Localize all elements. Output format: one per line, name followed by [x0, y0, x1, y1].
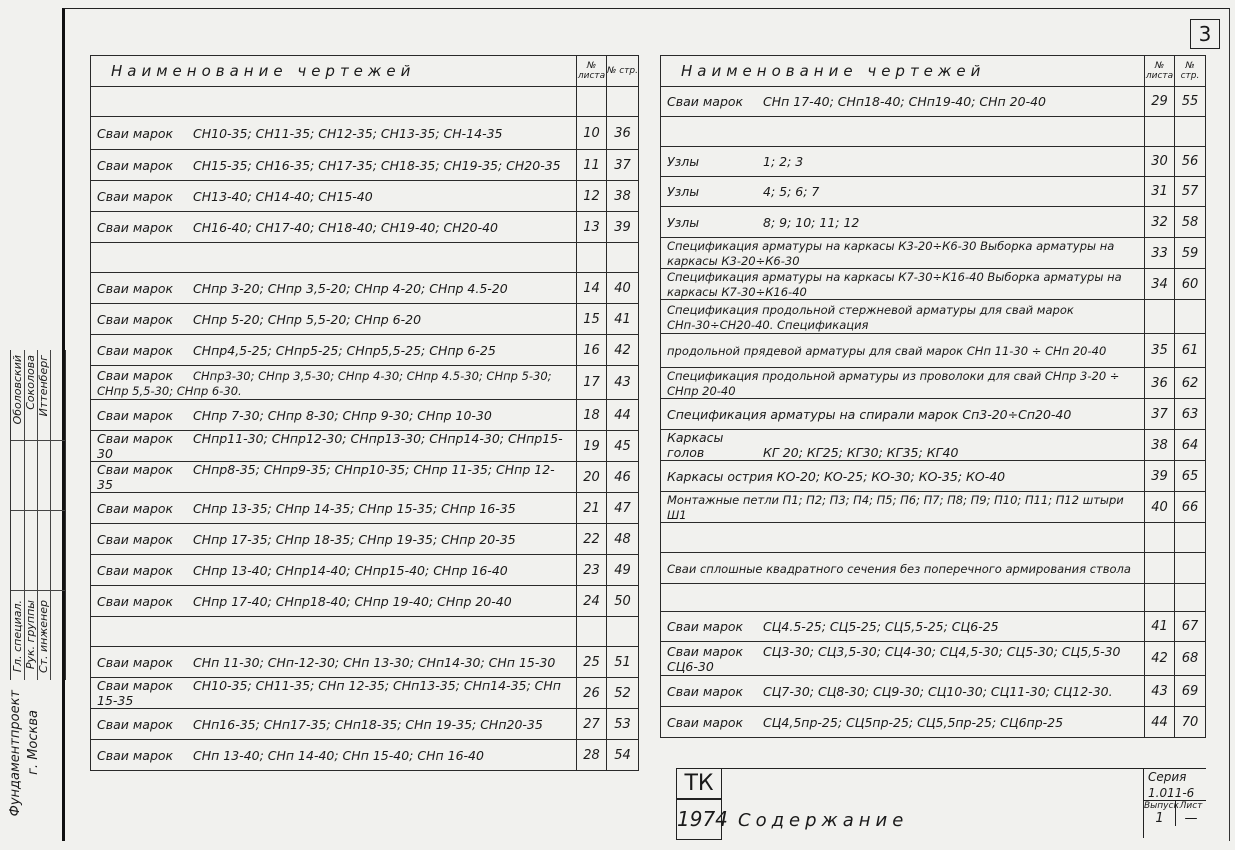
row-label: Узлы	[667, 214, 700, 230]
left-header-sheet: № листа	[577, 56, 607, 87]
table-row	[91, 243, 639, 273]
row-title-cell	[661, 207, 1145, 238]
row-sheet-number: 28	[577, 740, 607, 771]
table-row	[661, 523, 1206, 553]
row-text: СН10-35; СН11-35; СН12-35; СН13-35; СН-14-35	[193, 125, 503, 141]
row-sheet-number: 29	[1145, 87, 1175, 117]
row-text: СНпр8-35; СНпр9-35; СНпр10-35; СНпр 11-35; СНпр 12-35	[97, 462, 555, 492]
row-page-number	[607, 87, 639, 117]
table-row	[661, 430, 1206, 461]
row-label: Сваи марок	[667, 714, 744, 730]
side-role-2: Рук. группы	[24, 600, 37, 670]
row-label: Сваи марок	[97, 678, 174, 693]
row-sheet-number: 27	[577, 709, 607, 740]
table-row	[661, 334, 1206, 368]
row-page-number: 69	[1175, 676, 1206, 707]
row-text: СНпр 13-40; СНпр14-40; СНпр15-40; СНпр 16-40	[193, 562, 508, 578]
row-sheet-number: 26	[577, 678, 607, 709]
row-label: Сваи марок	[97, 531, 174, 547]
row-page-number: 41	[607, 304, 639, 335]
row-text: СЦ4.5-25; СЦ5-25; СЦ5,5-25; СЦ6-25	[763, 619, 999, 634]
row-page-number	[1175, 117, 1206, 147]
table-row	[661, 399, 1206, 430]
row-text: СНпр 5-20; СНпр 5,5-20; СНпр 6-20	[193, 311, 422, 327]
row-text: СНп 11-30; СНп-12-30; СНп 13-30; СНп14-30; СНп 15-30	[193, 654, 556, 670]
row-title-cell	[91, 400, 577, 431]
row-page-number: 63	[1175, 399, 1206, 430]
row-page-number: 53	[607, 709, 639, 740]
row-sheet-number: 23	[577, 555, 607, 586]
row-sheet-number: 20	[577, 462, 607, 493]
row-title-cell	[661, 147, 1145, 177]
row-text: СН10-35; СН11-35; СНп 12-35; СНп13-35; СНп14-35; СНп 15-35	[97, 678, 561, 708]
row-title-cell	[91, 212, 577, 243]
row-title-cell	[661, 87, 1145, 117]
row-text: СНпр3-30; СНпр 3,5-30; СНпр 4-30; СНпр 4.5-30; СНпр 5-30; СНпр 5,5-30; СНпр 6-30.	[97, 368, 552, 398]
row-title-cell	[661, 642, 1145, 676]
row-text: продольной прядевой арматуры для свай марок СНп 11-30 ÷ СНп 20-40	[667, 344, 1107, 358]
right-header-name: Наименование чертежей	[661, 56, 1145, 87]
row-title-cell	[661, 676, 1145, 707]
row-label: Сваи марок	[97, 342, 174, 358]
row-text: Спецификация арматуры на спирали марок Сп3-20÷Сп20-40	[667, 406, 1072, 422]
row-page-number: 57	[1175, 177, 1206, 207]
row-sheet-number	[577, 243, 607, 273]
row-text: 8; 9; 10; 11; 12	[763, 214, 860, 230]
table-row	[91, 304, 639, 335]
row-title-cell	[661, 612, 1145, 642]
row-text: СНпр 3-20; СНпр 3,5-20; СНпр 4-20; СНпр 4.5-20	[193, 280, 508, 296]
row-title-cell	[91, 586, 577, 617]
row-text: СЦ4,5пр-25; СЦ5пр-25; СЦ5,5пр-25; СЦ6пр-25	[763, 714, 1064, 730]
table-row	[661, 300, 1206, 334]
row-sheet-number: 39	[1145, 461, 1175, 492]
stamp-sheet: —	[1184, 811, 1198, 826]
right-header-page: № стр.	[1175, 56, 1206, 87]
row-sheet-number: 21	[577, 493, 607, 524]
row-page-number: 37	[607, 150, 639, 181]
row-page-number	[1175, 584, 1206, 612]
row-title-cell	[91, 335, 577, 366]
right-header-sheet: № листа	[1145, 56, 1175, 87]
row-label: Сваи марок	[97, 747, 174, 763]
row-page-number	[1175, 523, 1206, 553]
table-row	[91, 493, 639, 524]
row-label: Сваи марок	[97, 367, 174, 383]
table-row	[661, 492, 1206, 523]
row-text: СН16-40; СН17-40; СН18-40; СН19-40; СН20-40	[193, 219, 498, 235]
table-row	[91, 117, 639, 150]
row-sheet-number	[577, 617, 607, 647]
table-row	[661, 368, 1206, 399]
table-row	[91, 87, 639, 117]
row-text: СНп 13-40; СНп 14-40; СНп 15-40; СНп 16-40	[193, 747, 484, 763]
row-label: Сваи марок	[97, 407, 174, 423]
row-page-number: 36	[607, 117, 639, 150]
row-title-cell	[661, 368, 1145, 399]
table-row	[661, 553, 1206, 584]
row-title-cell	[91, 87, 577, 117]
row-page-number: 62	[1175, 368, 1206, 399]
row-title-cell	[91, 555, 577, 586]
page-number: 3	[1190, 19, 1220, 49]
stamp-sheet-label: Лист	[1179, 801, 1203, 811]
row-label: Сваи марок	[97, 280, 174, 296]
table-row	[91, 400, 639, 431]
row-label: Сваи марок	[97, 462, 174, 477]
row-sheet-number	[1145, 553, 1175, 584]
row-sheet-number: 11	[577, 150, 607, 181]
row-page-number: 48	[607, 524, 639, 555]
table-row	[661, 707, 1206, 738]
table-row	[91, 586, 639, 617]
row-page-number	[1175, 300, 1206, 334]
row-text: СНпр11-30; СНпр12-30; СНпр13-30; СНпр14-30; СНпр15-30	[97, 431, 563, 461]
table-row	[661, 147, 1206, 177]
row-page-number: 61	[1175, 334, 1206, 368]
row-title-cell	[91, 740, 577, 771]
row-label: Сваи марок	[97, 593, 174, 609]
stamp-series-label: Серия	[1148, 770, 1187, 784]
row-sheet-number: 40	[1145, 492, 1175, 523]
row-title-cell	[661, 117, 1145, 147]
row-text: СНпр 17-35; СНпр 18-35; СНпр 19-35; СНпр 20-35	[193, 531, 516, 547]
side-role-1: Гл. специал.	[11, 600, 24, 673]
table-row	[91, 617, 639, 647]
left-header-page: № стр.	[607, 56, 639, 87]
row-title-cell	[661, 584, 1145, 612]
row-sheet-number: 43	[1145, 676, 1175, 707]
row-page-number: 44	[607, 400, 639, 431]
row-text: Спецификация арматуры на каркасы К3-20÷К6-30 Выборка арматуры на каркасы К3-20÷К6-30	[667, 239, 1115, 268]
table-row	[661, 584, 1206, 612]
side-org: Фундаментпроект	[8, 690, 23, 817]
row-text: Спецификация арматуры на каркасы К7-30÷К16-40 Выборка арматуры на каркасы К7-30÷К16-40	[667, 270, 1122, 299]
row-sheet-number: 22	[577, 524, 607, 555]
row-title-cell	[661, 399, 1145, 430]
row-label: Сваи марок	[667, 643, 744, 659]
row-sheet-number	[1145, 523, 1175, 553]
table-row	[661, 117, 1206, 147]
left-header-name: Наименование чертежей	[91, 56, 577, 87]
table-row	[91, 740, 639, 771]
row-page-number: 60	[1175, 269, 1206, 300]
row-sheet-number: 41	[1145, 612, 1175, 642]
table-row	[661, 461, 1206, 492]
stamp-series: 1.011-6	[1148, 786, 1195, 800]
row-title-cell	[91, 678, 577, 709]
row-label: Сваи марок	[97, 716, 174, 732]
table-row	[661, 642, 1206, 676]
stamp-issue: 1	[1144, 811, 1176, 826]
side-role-3: Ст. инженер	[37, 600, 50, 674]
row-page-number: 55	[1175, 87, 1206, 117]
row-page-number: 42	[607, 335, 639, 366]
side-name-1: Оболовский	[11, 355, 24, 425]
row-label: Узлы	[667, 154, 700, 169]
row-page-number: 54	[607, 740, 639, 771]
row-sheet-number: 24	[577, 586, 607, 617]
row-text: СНп 17-40; СНп18-40; СНп19-40; СНп 20-40	[763, 94, 1046, 109]
row-page-number: 43	[607, 366, 639, 400]
table-row	[661, 87, 1206, 117]
row-label: Сваи марок	[97, 500, 174, 516]
row-text: Спецификация продольной стержневой арматуры для свай марок СНп-30÷СН20-40. Спецификация	[667, 302, 1074, 332]
row-text: 4; 5; 6; 7	[763, 184, 820, 199]
row-text: 1; 2; 3	[763, 154, 804, 169]
row-title-cell	[91, 647, 577, 678]
row-page-number: 64	[1175, 430, 1206, 461]
row-label: Сваи марок	[97, 311, 174, 327]
row-sheet-number: 25	[577, 647, 607, 678]
table-row	[661, 269, 1206, 300]
row-label: Сваи марок	[97, 219, 174, 235]
row-text: СЦ7-30; СЦ8-30; СЦ9-30; СЦ10-30; СЦ11-30; СЦ12-30.	[763, 683, 1113, 699]
stamp-year: 1974	[676, 798, 722, 840]
row-text: СНп16-35; СНп17-35; СНп18-35; СНп 19-35; СНп20-35	[193, 716, 543, 732]
row-page-number: 56	[1175, 147, 1206, 177]
row-page-number: 45	[607, 431, 639, 462]
row-title-cell	[91, 493, 577, 524]
table-row	[91, 709, 639, 740]
row-page-number: 39	[607, 212, 639, 243]
row-label: Сваи марок	[97, 562, 174, 578]
right-contents-table	[660, 55, 1206, 738]
stamp-code: ТК	[676, 768, 722, 800]
table-row	[91, 555, 639, 586]
row-page-number: 49	[607, 555, 639, 586]
row-sheet-number: 10	[577, 117, 607, 150]
table-row	[661, 177, 1206, 207]
side-city: г. Москва	[26, 710, 41, 775]
row-sheet-number: 15	[577, 304, 607, 335]
row-title-cell	[91, 181, 577, 212]
table-row	[91, 647, 639, 678]
row-title-cell	[661, 461, 1145, 492]
table-row	[661, 238, 1206, 269]
row-sheet-number: 12	[577, 181, 607, 212]
title-stamp	[676, 768, 1206, 840]
row-page-number	[607, 243, 639, 273]
row-label: Каркасы голов	[667, 430, 724, 460]
table-row	[91, 335, 639, 366]
stamp-title: Содержание	[738, 810, 909, 831]
row-sheet-number: 37	[1145, 399, 1175, 430]
row-page-number: 46	[607, 462, 639, 493]
side-title-block	[2, 350, 62, 840]
row-text: СН13-40; СН14-40; СН15-40	[193, 188, 373, 204]
row-title-cell	[91, 524, 577, 555]
row-page-number: 38	[607, 181, 639, 212]
row-page-number: 40	[607, 273, 639, 304]
row-sheet-number	[1145, 584, 1175, 612]
row-sheet-number: 32	[1145, 207, 1175, 238]
row-page-number: 65	[1175, 461, 1206, 492]
row-label: Узлы	[667, 184, 700, 199]
row-text: Монтажные петли П1; П2; П3; П4; П5; П6; П7; П8; П9; П10; П11; П12 штыри Ш1	[667, 493, 1124, 522]
table-row	[91, 150, 639, 181]
row-sheet-number: 13	[577, 212, 607, 243]
row-sheet-number: 31	[1145, 177, 1175, 207]
row-title-cell	[661, 269, 1145, 300]
row-label: Сваи марок	[97, 157, 174, 173]
row-title-cell	[661, 553, 1145, 584]
row-label: Сваи марок	[97, 431, 174, 446]
row-sheet-number: 18	[577, 400, 607, 431]
row-page-number: 67	[1175, 612, 1206, 642]
row-page-number: 68	[1175, 642, 1206, 676]
row-text: СНпр 13-35; СНпр 14-35; СНпр 15-35; СНпр 16-35	[193, 500, 516, 516]
row-page-number: 58	[1175, 207, 1206, 238]
row-text: СНпр 7-30; СНпр 8-30; СНпр 9-30; СНпр 10-30	[193, 407, 492, 423]
table-row	[91, 212, 639, 243]
table-row	[91, 181, 639, 212]
row-page-number: 70	[1175, 707, 1206, 738]
row-page-number: 59	[1175, 238, 1206, 269]
row-title-cell	[661, 334, 1145, 368]
table-row	[91, 273, 639, 304]
row-label: Сваи марок	[667, 94, 744, 109]
row-sheet-number: 35	[1145, 334, 1175, 368]
row-page-number: 50	[607, 586, 639, 617]
row-label: Сваи марок	[97, 125, 174, 141]
table-row	[91, 431, 639, 462]
side-name-2: Соколова	[24, 355, 37, 410]
row-title-cell	[91, 243, 577, 273]
left-contents-table	[90, 55, 639, 771]
row-text: СЦ3-30; СЦ3,5-30; СЦ4-30; СЦ4,5-30; СЦ5-30; СЦ5,5-30 СЦ6-30	[667, 643, 1121, 674]
table-row	[661, 676, 1206, 707]
row-sheet-number	[1145, 117, 1175, 147]
row-text: СНпр 17-40; СНпр18-40; СНпр 19-40; СНпр 20-40	[193, 593, 512, 609]
row-sheet-number: 33	[1145, 238, 1175, 269]
row-page-number: 47	[607, 493, 639, 524]
row-page-number: 66	[1175, 492, 1206, 523]
row-text: Каркасы острия КО-20; КО-25; КО-30; КО-35; КО-40	[667, 468, 1006, 484]
row-sheet-number: 34	[1145, 269, 1175, 300]
row-sheet-number	[1145, 300, 1175, 334]
row-sheet-number: 16	[577, 335, 607, 366]
row-sheet-number: 30	[1145, 147, 1175, 177]
row-label: Сваи марок	[667, 683, 744, 699]
row-page-number: 51	[607, 647, 639, 678]
row-title-cell	[661, 300, 1145, 334]
row-sheet-number: 17	[577, 366, 607, 400]
table-row	[91, 366, 639, 400]
table-row	[91, 678, 639, 709]
row-title-cell	[91, 304, 577, 335]
row-text: КГ 20; КГ25; КГ30; КГ35; КГ40	[763, 445, 959, 460]
stamp-issue-label: Выпуск	[1144, 801, 1179, 811]
row-sheet-number	[577, 87, 607, 117]
table-row	[661, 612, 1206, 642]
row-title-cell	[91, 431, 577, 462]
row-title-cell	[91, 462, 577, 493]
row-title-cell	[661, 238, 1145, 269]
row-title-cell	[91, 709, 577, 740]
row-title-cell	[661, 707, 1145, 738]
row-title-cell	[661, 177, 1145, 207]
row-page-number: 52	[607, 678, 639, 709]
row-title-cell	[661, 492, 1145, 523]
row-sheet-number: 42	[1145, 642, 1175, 676]
row-sheet-number: 44	[1145, 707, 1175, 738]
row-text: Спецификация продольной арматуры из проволоки для свай СНпр 3-20 ÷ СНпр 20-40	[667, 369, 1120, 398]
table-row	[91, 462, 639, 493]
row-page-number	[607, 617, 639, 647]
row-title-cell	[91, 617, 577, 647]
table-row	[661, 207, 1206, 238]
row-title-cell	[91, 273, 577, 304]
row-sheet-number: 14	[577, 273, 607, 304]
row-title-cell	[661, 523, 1145, 553]
row-label: Сваи марок	[97, 188, 174, 204]
row-title-cell	[91, 117, 577, 150]
row-text: СН15-35; СН16-35; СН17-35; СН18-35; СН19-35; СН20-35	[193, 157, 561, 173]
row-sheet-number: 38	[1145, 430, 1175, 461]
row-title-cell	[661, 430, 1145, 461]
row-title-cell	[91, 366, 577, 400]
row-label: Сваи марок	[667, 619, 744, 634]
row-title-cell	[91, 150, 577, 181]
row-sheet-number: 19	[577, 431, 607, 462]
row-text: Сваи сплошные квадратного сечения без поперечного армирования ствола	[667, 561, 1131, 576]
side-name-3: Иттенберг	[37, 355, 50, 417]
row-label: Сваи марок	[97, 654, 174, 670]
row-text: СНпр4,5-25; СНпр5-25; СНпр5,5-25; СНпр 6-25	[193, 342, 496, 358]
table-row	[91, 524, 639, 555]
stamp-series-box	[1143, 768, 1206, 838]
row-page-number	[1175, 553, 1206, 584]
row-sheet-number: 36	[1145, 368, 1175, 399]
